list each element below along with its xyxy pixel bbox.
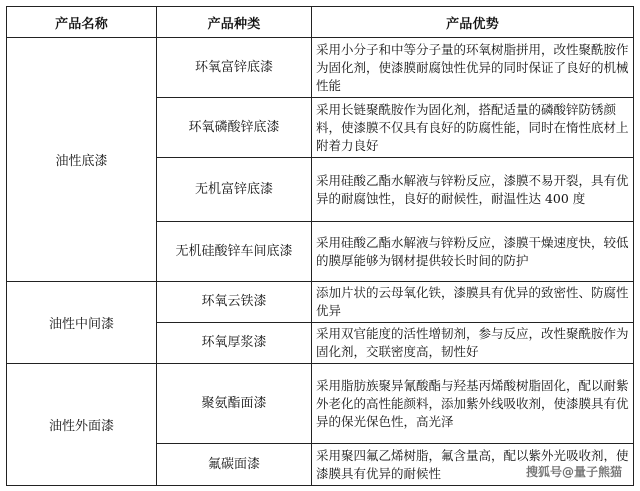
- watermark-text: 搜狐号@量子熊猫: [522, 462, 626, 481]
- product-type-cell: 氟碳面漆: [157, 444, 312, 486]
- product-advantage-cell: 采用硅酸乙酯水解液与锌粉反应，漆膜不易开裂，具有优异的耐腐蚀性，良好的耐候性，耐温性达 400 度: [312, 158, 634, 222]
- product-advantage-cell: 采用双官能度的活性增韧剂，参与反应，改性聚酰胺作为固化剂，交联密度高，韧性好: [312, 323, 634, 364]
- product-type-cell: 环氧富锌底漆: [157, 38, 312, 98]
- product-type-cell: 环氧云铁漆: [157, 282, 312, 323]
- product-table: [6, 6, 634, 486]
- group-name-cell: 油性外面漆: [7, 364, 157, 486]
- table-row: [7, 364, 634, 444]
- header-product-advantage: 产品优势: [312, 7, 634, 38]
- table-row: [7, 38, 634, 98]
- product-type-cell: 环氧厚浆漆: [157, 323, 312, 364]
- table-row: [7, 282, 634, 323]
- group-name-cell: 油性底漆: [7, 38, 157, 282]
- product-advantage-cell: 采用脂肪族聚异氰酸酯与羟基丙烯酸树脂固化，配以耐紫外老化的高性能颜料，添加紫外线吸收剂，使漆膜具有优异的保光保色性，高光泽: [312, 364, 634, 444]
- header-row: [7, 7, 634, 38]
- group-name-cell: 油性中间漆: [7, 282, 157, 364]
- product-advantage-cell: 采用聚四氟乙烯树脂，氟含量高，配以紫外光吸收剂，使漆膜具有优异的耐候性: [312, 444, 634, 486]
- header-product-name: 产品名称: [7, 7, 157, 38]
- product-type-cell: 环氧磷酸锌底漆: [157, 98, 312, 158]
- product-table-container: [6, 6, 634, 485]
- product-advantage-cell: 采用小分子和中等分子量的环氧树脂拼用，改性聚酰胺作为固化剂，使漆膜耐腐蚀性优异的同时保证了良好的机械性能: [312, 38, 634, 98]
- product-type-cell: 聚氨酯面漆: [157, 364, 312, 444]
- header-product-type: 产品种类: [157, 7, 312, 38]
- product-type-cell: 无机富锌底漆: [157, 158, 312, 222]
- product-advantage-cell: 采用长链聚酰胺作为固化剂，搭配适量的磷酸锌防锈颜料，使漆膜不仅具有良好的防腐性能，同时在惰性底材上附着力良好: [312, 98, 634, 158]
- product-advantage-cell: 采用硅酸乙酯水解液与锌粉反应，漆膜干燥速度快，较低的膜厚能够为钢材提供较长时间的防护: [312, 222, 634, 282]
- product-type-cell: 无机硅酸锌车间底漆: [157, 222, 312, 282]
- product-advantage-cell: 添加片状的云母氧化铁，漆膜具有优异的致密性、防腐性优异: [312, 282, 634, 323]
